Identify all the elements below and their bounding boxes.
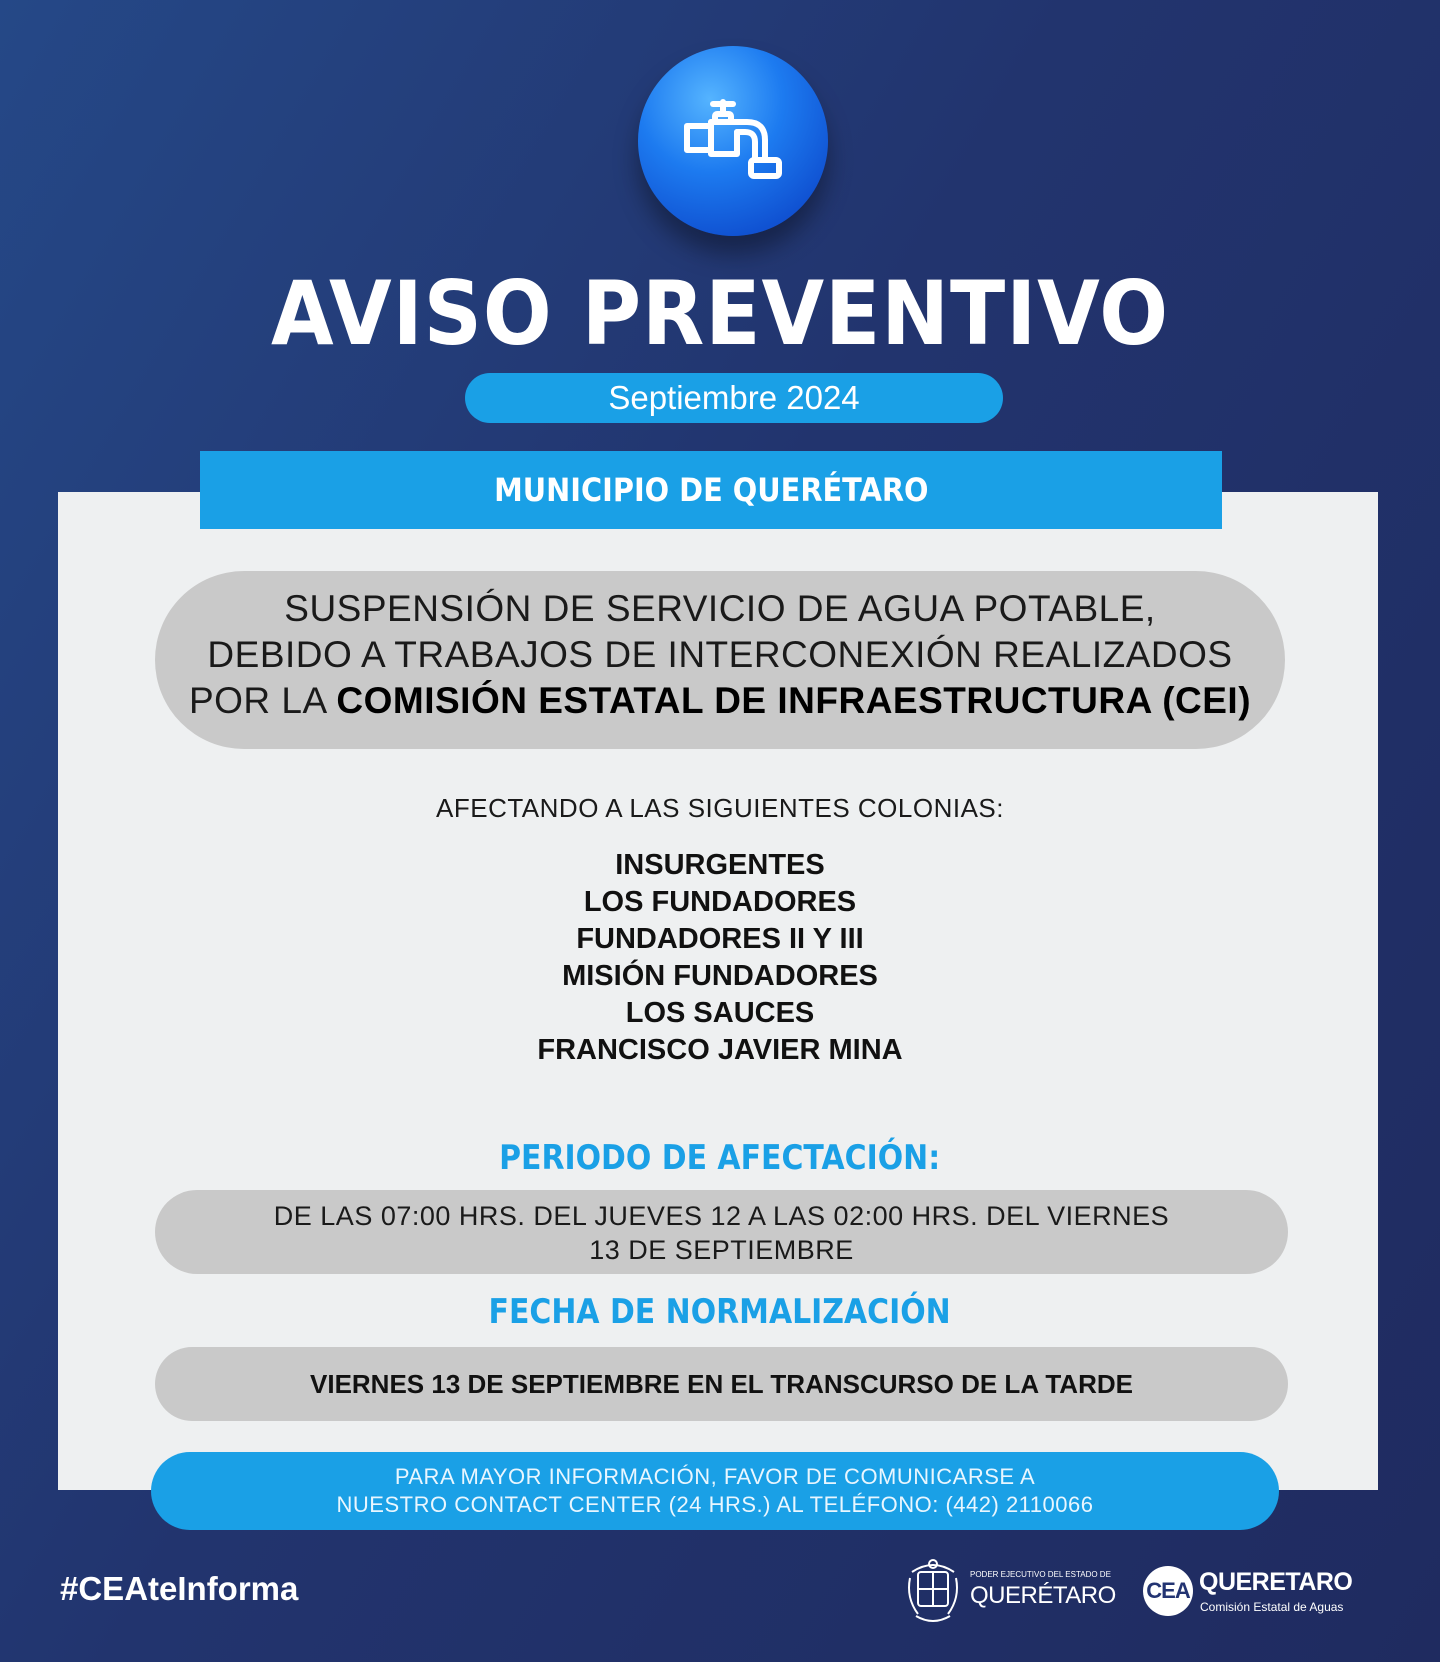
notice-line-3-bold: COMISIÓN ESTATAL DE INFRAESTRUCTURA (CEI) (336, 680, 1252, 721)
municipio-label: MUNICIPIO DE QUERÉTARO (493, 471, 929, 509)
contact-pill (151, 1452, 1279, 1530)
normalization-pill (155, 1347, 1288, 1421)
government-subtitle: PODER EJECUTIVO DEL ESTADO DE (970, 1570, 1111, 1579)
notice-pill (155, 571, 1285, 749)
notice-line-3-prefix: POR LA (188, 680, 337, 721)
government-logo (904, 1554, 1116, 1630)
notice-line-2: DEBIDO A TRABAJOS DE INTERCONEXIÓN REALIZADOS (207, 634, 1233, 675)
list-item: FRANCISCO JAVIER MINA (537, 1034, 903, 1066)
list-item: MISIÓN FUNDADORES (562, 960, 878, 992)
cea-logo (1143, 1564, 1353, 1624)
period-heading-text: PERIODO DE AFECTACIÓN: (499, 1138, 941, 1178)
list-item: LOS FUNDADORES (583, 886, 857, 918)
period-line-2: 13 DE SEPTIEMBRE (589, 1235, 854, 1265)
date-badge: Septiembre 2024 (465, 373, 1003, 423)
page-title: AVISO PREVENTIVO (270, 262, 1170, 365)
period-heading (0, 1138, 1440, 1178)
hashtag: #CEAteInforma (60, 1570, 299, 1607)
cea-subtitle: Comisión Estatal de Aguas (1200, 1600, 1344, 1614)
state-crest-icon (904, 1554, 962, 1628)
municipio-banner (200, 451, 1222, 529)
normalization-heading-text: FECHA DE NORMALIZACIÓN (488, 1292, 952, 1332)
faucet-icon-badge (638, 46, 828, 236)
contact-line-2: NUESTRO CONTACT CENTER (24 HRS.) AL TELÉFONO: (442) 2110066 (336, 1492, 1094, 1517)
government-name: QUERÉTARO (970, 1582, 1116, 1609)
notice-line-1: SUSPENSIÓN DE SERVICIO DE AGUA POTABLE, (284, 588, 1156, 629)
cea-name: QUERETARO (1199, 1568, 1353, 1596)
list-item: INSURGENTES (615, 849, 825, 881)
colonias-list (0, 847, 1440, 1069)
affected-label: AFECTANDO A LAS SIGUIENTES COLONIAS: (436, 793, 1004, 823)
period-line-1: DE LAS 07:00 HRS. DEL JUEVES 12 A LAS 02:00 HRS. DEL VIERNES (273, 1201, 1170, 1231)
faucet-icon (681, 96, 785, 186)
period-pill (155, 1190, 1288, 1274)
normalization-text: VIERNES 13 DE SEPTIEMBRE EN EL TRANSCURSO DE LA TARDE (310, 1368, 1133, 1399)
cea-mark: CEA (1143, 1566, 1193, 1616)
normalization-heading (0, 1292, 1440, 1332)
notice-line-3 (155, 678, 1285, 724)
contact-line-1: PARA MAYOR INFORMACIÓN, FAVOR DE COMUNICARSE A (394, 1464, 1036, 1489)
list-item: LOS SAUCES (625, 997, 815, 1029)
list-item: FUNDADORES II Y III (576, 923, 864, 955)
